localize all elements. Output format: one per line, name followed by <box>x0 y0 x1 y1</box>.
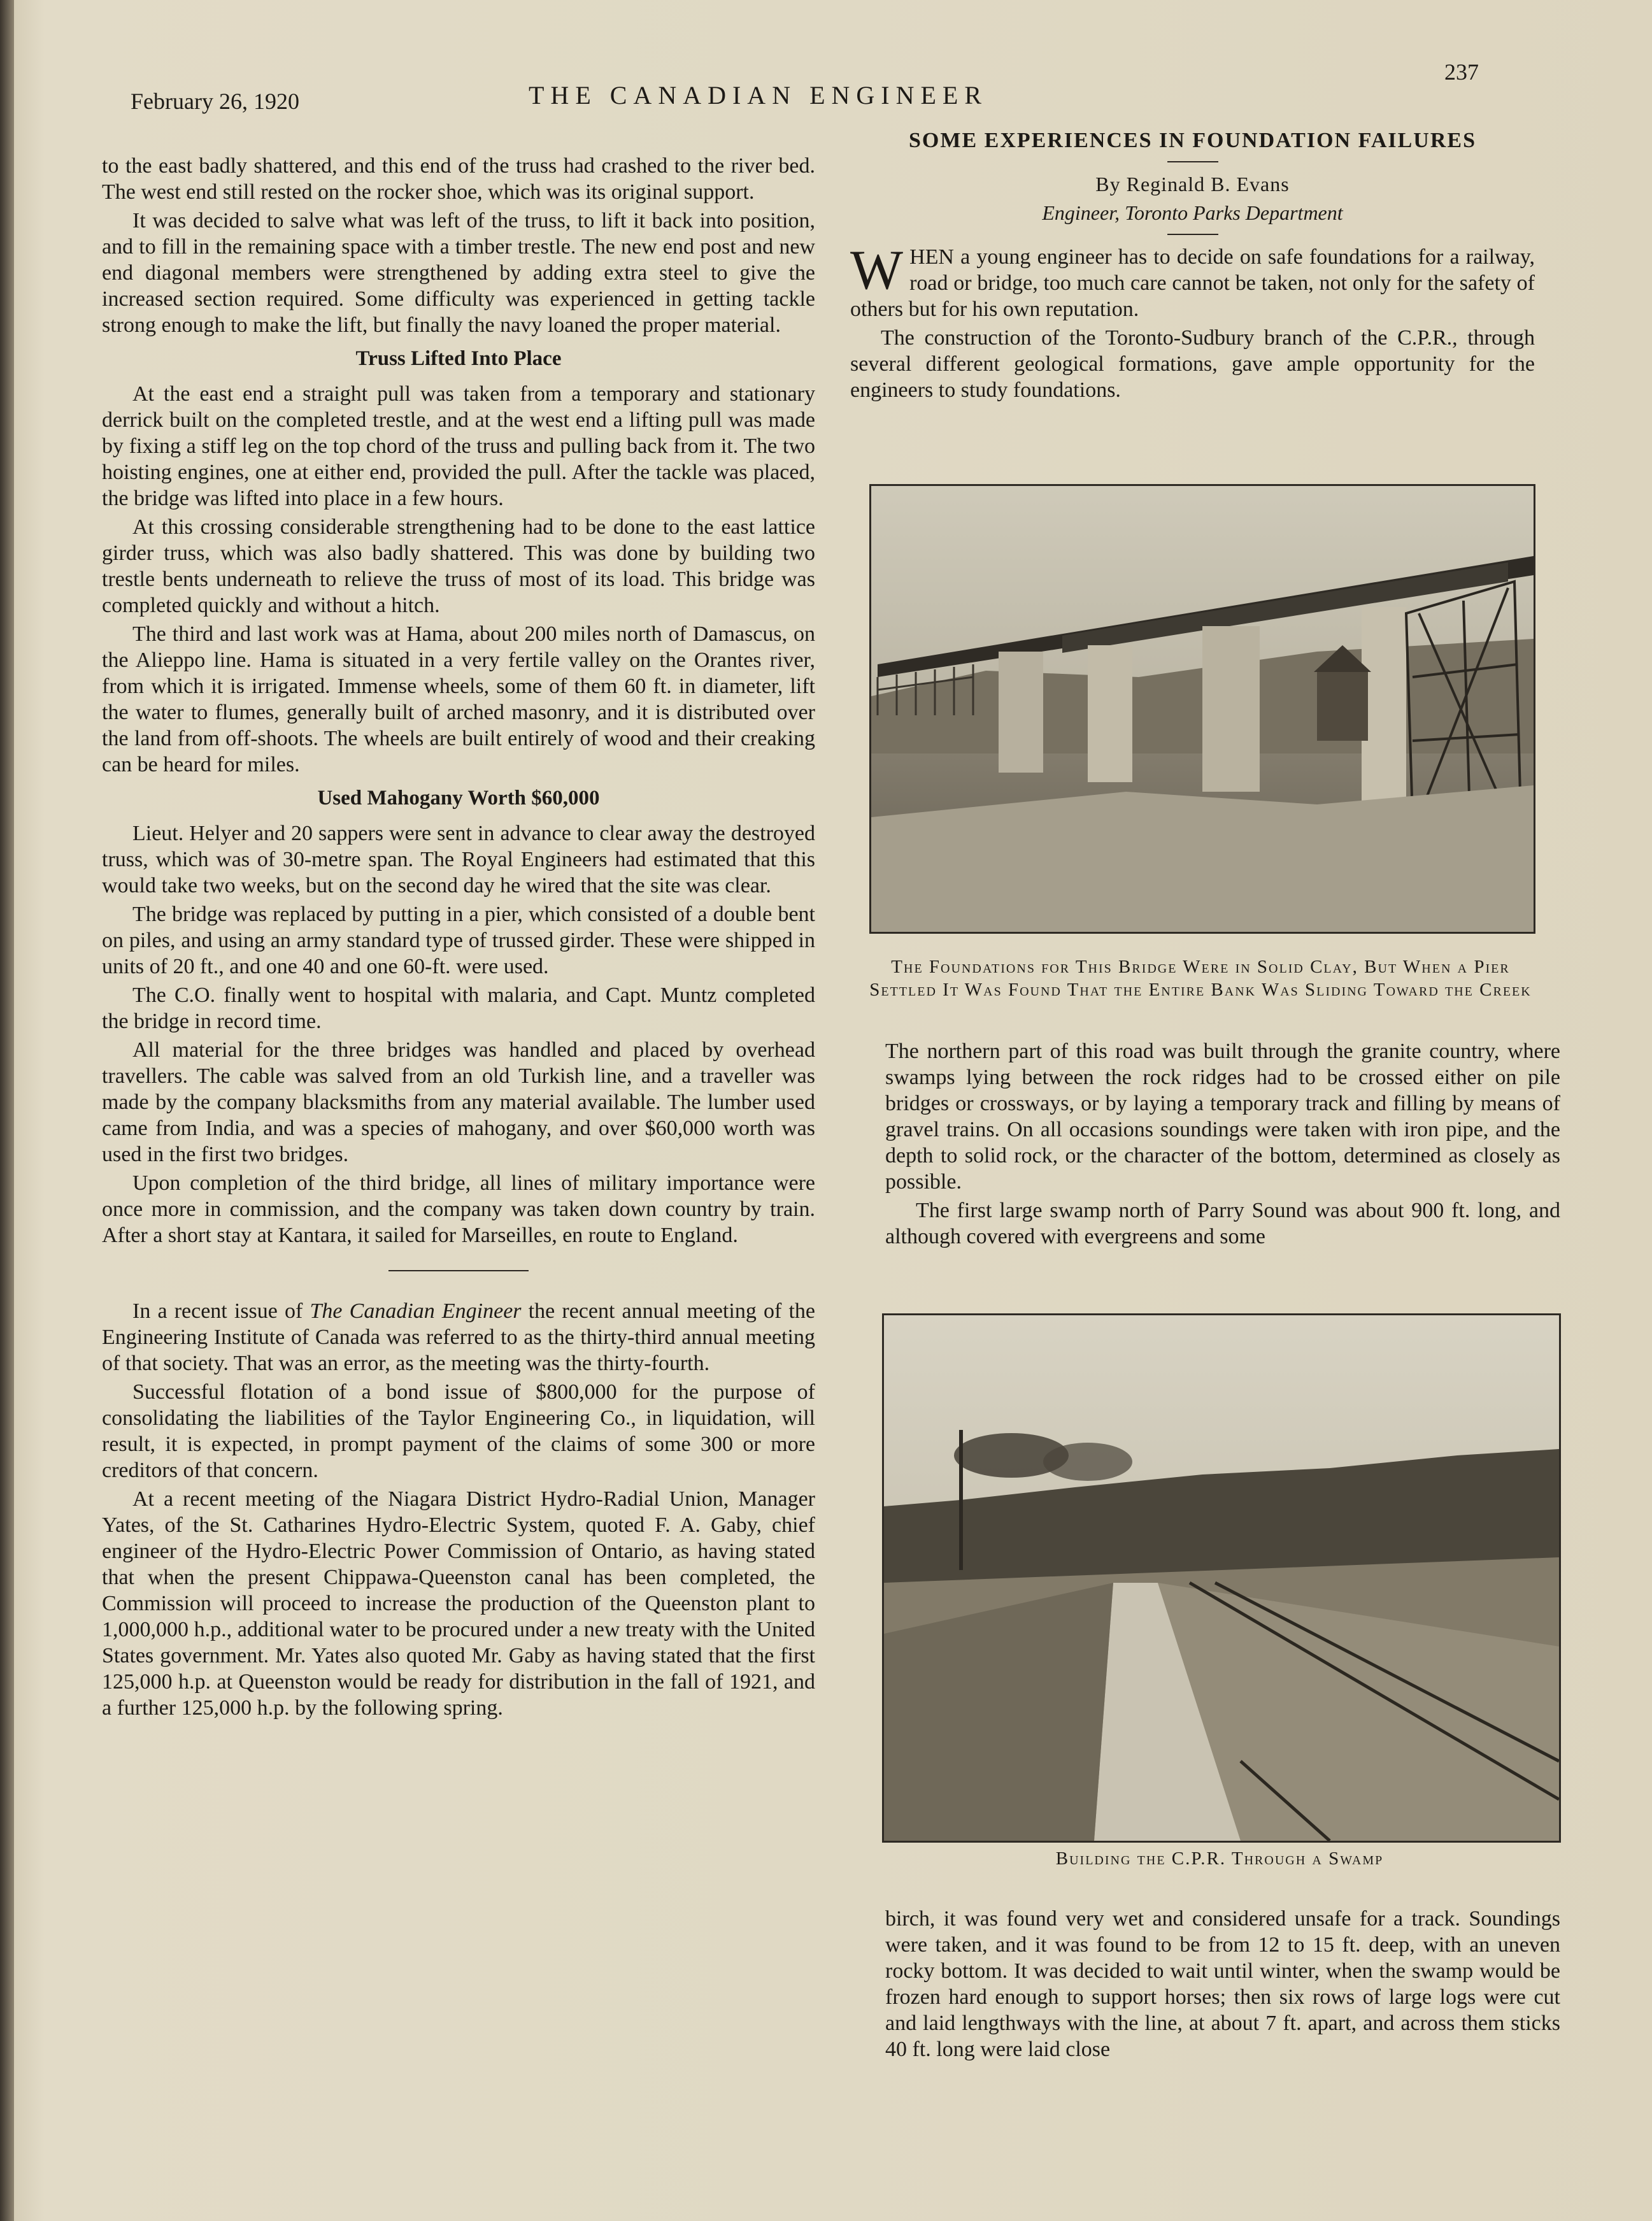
paragraph: The C.O. finally went to hospital with malaria, and Capt. Muntz completed the bridge in record time. <box>102 983 815 1033</box>
publication-title: THE CANADIAN ENGINEER <box>529 81 988 110</box>
news-note <box>102 1298 815 1376</box>
paragraph: birch, it was found very wet and considered unsafe for a track. Soundings were taken, and it was found to be from 12 to 15 ft. deep, with an uneven rocky bottom. It was decided to wait until winter, when the swamp would be frozen hard enough to support horses; then six rows of large logs were cut and laid lengthways with the line, at about 7 ft. apart, and across them sticks 40 ft. long were laid close <box>885 1907 1560 2061</box>
article-column-bottom <box>885 1906 1560 2065</box>
byline-divider <box>1167 234 1218 235</box>
section-divider <box>388 1270 529 1271</box>
paragraph: The first large swamp north of Parry Sound was about 900 ft. long, and although covered with evergreens and some <box>885 1199 1560 1248</box>
article-byline: By Reginald B. Evans <box>1095 173 1290 196</box>
paragraph: The third and last work was at Hama, about 200 miles north of Damascus, on the Alieppo line. Hama is situated in a very fertile valley on the Orantes river, from which it is irrigated. Immense wheels, some of them 60 ft. in diameter, lift the water to flumes, generally built of arched masonry, and it is distributed over the land from off-shoots. The wheels are built entirely of wood and their creaking can be heard for miles. <box>102 622 815 776</box>
news-note: Successful flotation of a bond issue of $800,000 for the purpose of consolidating the liabilities of the Taylor Engineering Co., in liquidation, will result, it is expected, in prompt payment of the claims of some 300 or more creditors of that concern. <box>102 1380 815 1482</box>
paragraph: Lieut. Helyer and 20 sappers were sent in advance to clear away the destroyed truss, which was of 30-metre span. The Royal Engineers had estimated that this would take two weeks, but on the second day he wired that the site was clear. <box>102 822 815 897</box>
issue-date: February 26, 1920 <box>131 89 299 114</box>
paragraph: At the east end a straight pull was taken from a temporary and stationary derrick built on the completed trestle, and at the west end a lifting pull was made by fixing a stiff leg on the top chord of the truss and pulling back from it. The two hoisting engines, one at either end, provided the pull. After the tackle was placed, the bridge was lifted into place in a few hours. <box>102 382 815 510</box>
author-affiliation: Engineer, Toronto Parks Department <box>1042 201 1343 224</box>
paragraph: All material for the three bridges was handled and placed by overhead travellers. The cable was salved from an old Turkish line, and a traveller was made by the company blacksmiths from any material available. The lumber used came from India, and was a species of mahogany, and over $60,000 worth was used in the first two bridges. <box>102 1038 815 1166</box>
section-subhead: Used Mahogany Worth $60,000 <box>317 787 600 810</box>
paragraph: Upon completion of the third bridge, all lines of military importance were once more in commission, and the company was taken down country by train. After a short stay at Kantara, it sailed for Marseilles, en route to England. <box>102 1171 815 1247</box>
paragraph: The northern part of this road was built through the granite country, where swamps lying between the rock ridges had to be crossed either on pile bridges or crossways, or by laying a temporary track and filling by means of gravel trains. On all occasions soundings were taken with iron pipe, and the depth to solid rock, or the character of the bottom, determined as closely as possible. <box>885 1039 1560 1194</box>
news-note: At a recent meeting of the Niagara District Hydro-Radial Union, Manager Yates, of the St. Catharines Hydro-Electric System, quoted F. A. Gaby, chief engineer of the Hydro-Electric Power Commission of Ontario, as having stated that when the present Chippawa-Queenston canal has been completed, the Commission will proceed to increase the production of the Queenston plant to 1,000,000 h.p., additional water to be procured under a new treaty with the United States government. Mr. Yates also quoted Mr. Gaby as having stated that the first 125,000 h.p. at Queenston would be ready for distribution in the fall of 1921, and a further 125,000 h.p. by the following spring. <box>102 1487 815 1720</box>
page-number: 237 <box>1444 59 1479 85</box>
intro-text: HEN a young engineer has to decide on safe foundations for a railway, road or bridge, too much care cannot be taken, not only for the safety of others but for his own reputation. <box>850 245 1535 321</box>
binding-spine <box>0 0 14 2221</box>
article-column-middle <box>885 1038 1560 1252</box>
title-divider <box>1167 161 1218 162</box>
photo-caption: Building the C.P.R. Through a Swamp <box>1055 1848 1384 1869</box>
paragraph: At this crossing considerable strengthening had to be done to the east lattice girder truss, which was also badly shattered. This was done by building two trestle bents underneath to relieve the truss of most of its load. This bridge was completed quickly and without a hitch. <box>102 515 815 617</box>
intro-paragraph <box>850 239 1535 322</box>
paragraph: It was decided to salve what was left of the truss, to lift it back into position, and to fill in the remaining space with a timber trestle. The new end post and new end diagonal members were strengthened by adding extra steel to give the increased section required. Some difficulty was experienced in getting tackle strong enough to make the lift, but finally the navy loaned the proper material. <box>102 209 815 337</box>
note-text: the recent annual meeting of the Engineering Institute of Canada was referred to as the thirty-third annual meeting of that society. That was an error, as the meeting was the thirty-fourth. <box>102 1299 815 1375</box>
paragraph: The bridge was replaced by putting in a pier, which consisted of a double bent on piles, and using an army standard type of trussed girder. These were shipped in units of 20 ft., and one 40 and one 60-ft. were used. <box>102 903 815 978</box>
paragraph: to the east badly shattered, and this end of the truss had crashed to the river bed. The west end still rested on the rocker shoe, which was its original support. <box>102 154 815 204</box>
section-subhead: Truss Lifted Into Place <box>355 347 562 370</box>
photo-caption: The Foundations for This Bridge Were in Solid Clay, But When a Pier Settled It Was Found That the Entire Bank Was Sliding Toward the Creek <box>869 957 1532 1000</box>
bridge-photo <box>869 484 1535 934</box>
swamp-photo <box>882 1313 1561 1843</box>
article-column <box>850 127 1535 406</box>
drop-cap: W <box>850 239 904 301</box>
note-text: In a recent issue of <box>132 1299 310 1323</box>
left-column <box>102 153 815 1724</box>
publication-reference: The Canadian Engineer <box>310 1299 522 1323</box>
paragraph: The construction of the Toronto-Sudbury branch of the C.P.R., through several different geological formations, gave ample opportunity for the engineers to study foundations. <box>850 326 1535 402</box>
article-title: SOME EXPERIENCES IN FOUNDATION FAILURES <box>909 129 1476 152</box>
